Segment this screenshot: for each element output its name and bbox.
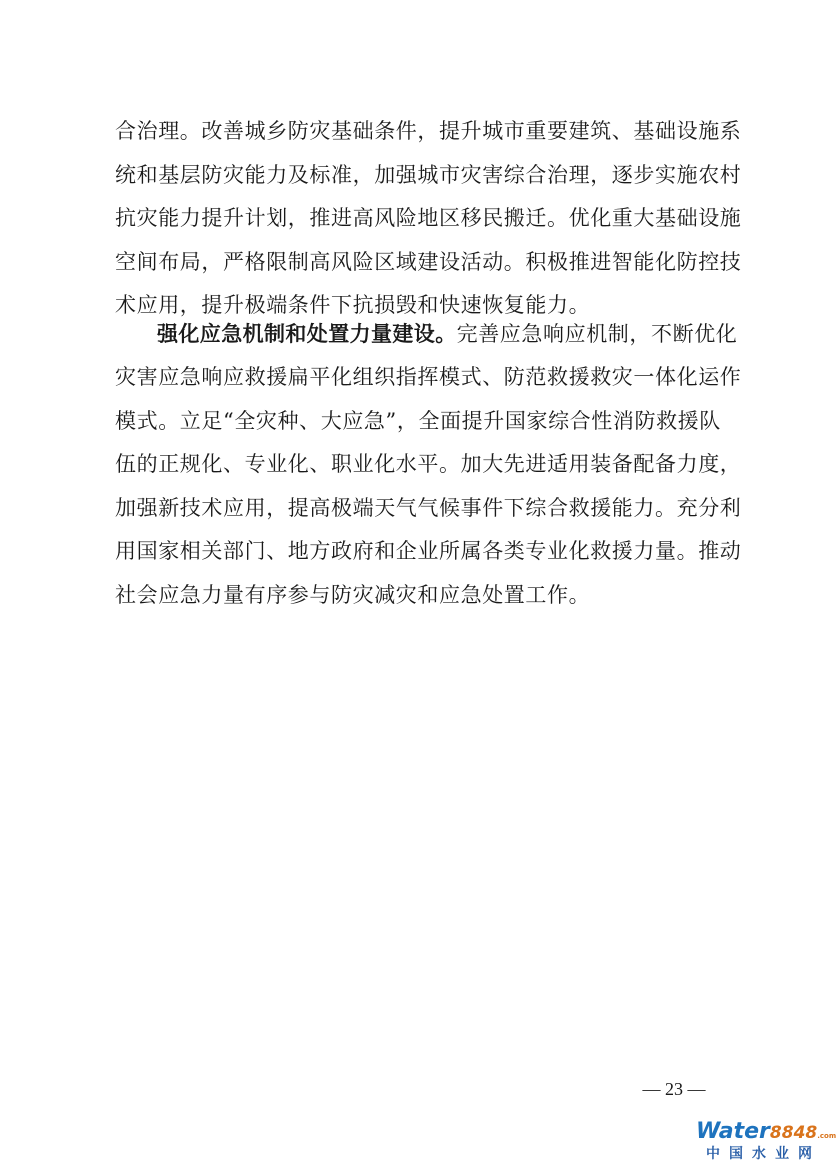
watermark-brand: Water8848.com <box>696 1119 836 1144</box>
page-number: — 23 — <box>642 1079 706 1099</box>
paragraph2-heading: 强化应急机制和处置力量建设。 <box>157 322 457 346</box>
paragraph2-line-7: 社会应急力量有序参与防灾减灾和应急处置工作。 <box>115 583 591 607</box>
paragraph2-line-6: 用国家相关部门、地方政府和企业所属各类专业化救援力量。推动 <box>115 539 742 563</box>
paragraph1-line-3: 抗灾能力提升计划，推进高风险地区移民搬迁。优化重大基础设施 <box>115 206 742 230</box>
paragraph2-line-5: 加强新技术应用，提高极端天气气候事件下综合救援能力。充分利 <box>115 496 742 520</box>
paragraph1-line-5: 术应用，提升极端条件下抗损毁和快速恢复能力。 <box>115 293 591 317</box>
paragraph1-line-2: 统和基层防灾能力及标准，加强城市灾害综合治理，逐步实施农村 <box>115 163 742 187</box>
watermark-brand-cn: 中国水业网 <box>706 1146 821 1162</box>
paragraph2-line-2: 灾害应急响应救援扁平化组织指挥模式、防范救援救灾一体化运作 <box>115 365 742 389</box>
paragraph2-line-3: 模式。立足“全灾种、大应急”，全面提升国家综合性消防救援队 <box>115 409 721 433</box>
paragraph2-first-rest: 完善应急响应机制，不断优化 <box>456 322 738 346</box>
paragraph1-line-1: 合治理。改善城乡防灾基础条件，提升城市重要建筑、基础设施系 <box>115 119 742 143</box>
paragraph1-line-4: 空间布局，严格限制高风险区域建设活动。积极推进智能化防控技 <box>115 250 742 274</box>
paragraph2-line-4: 伍的正规化、专业化、职业化水平。加大先进适用装备配备力度， <box>115 452 742 476</box>
paragraph2-first-line <box>157 322 738 346</box>
watermark-logo <box>696 1119 836 1166</box>
